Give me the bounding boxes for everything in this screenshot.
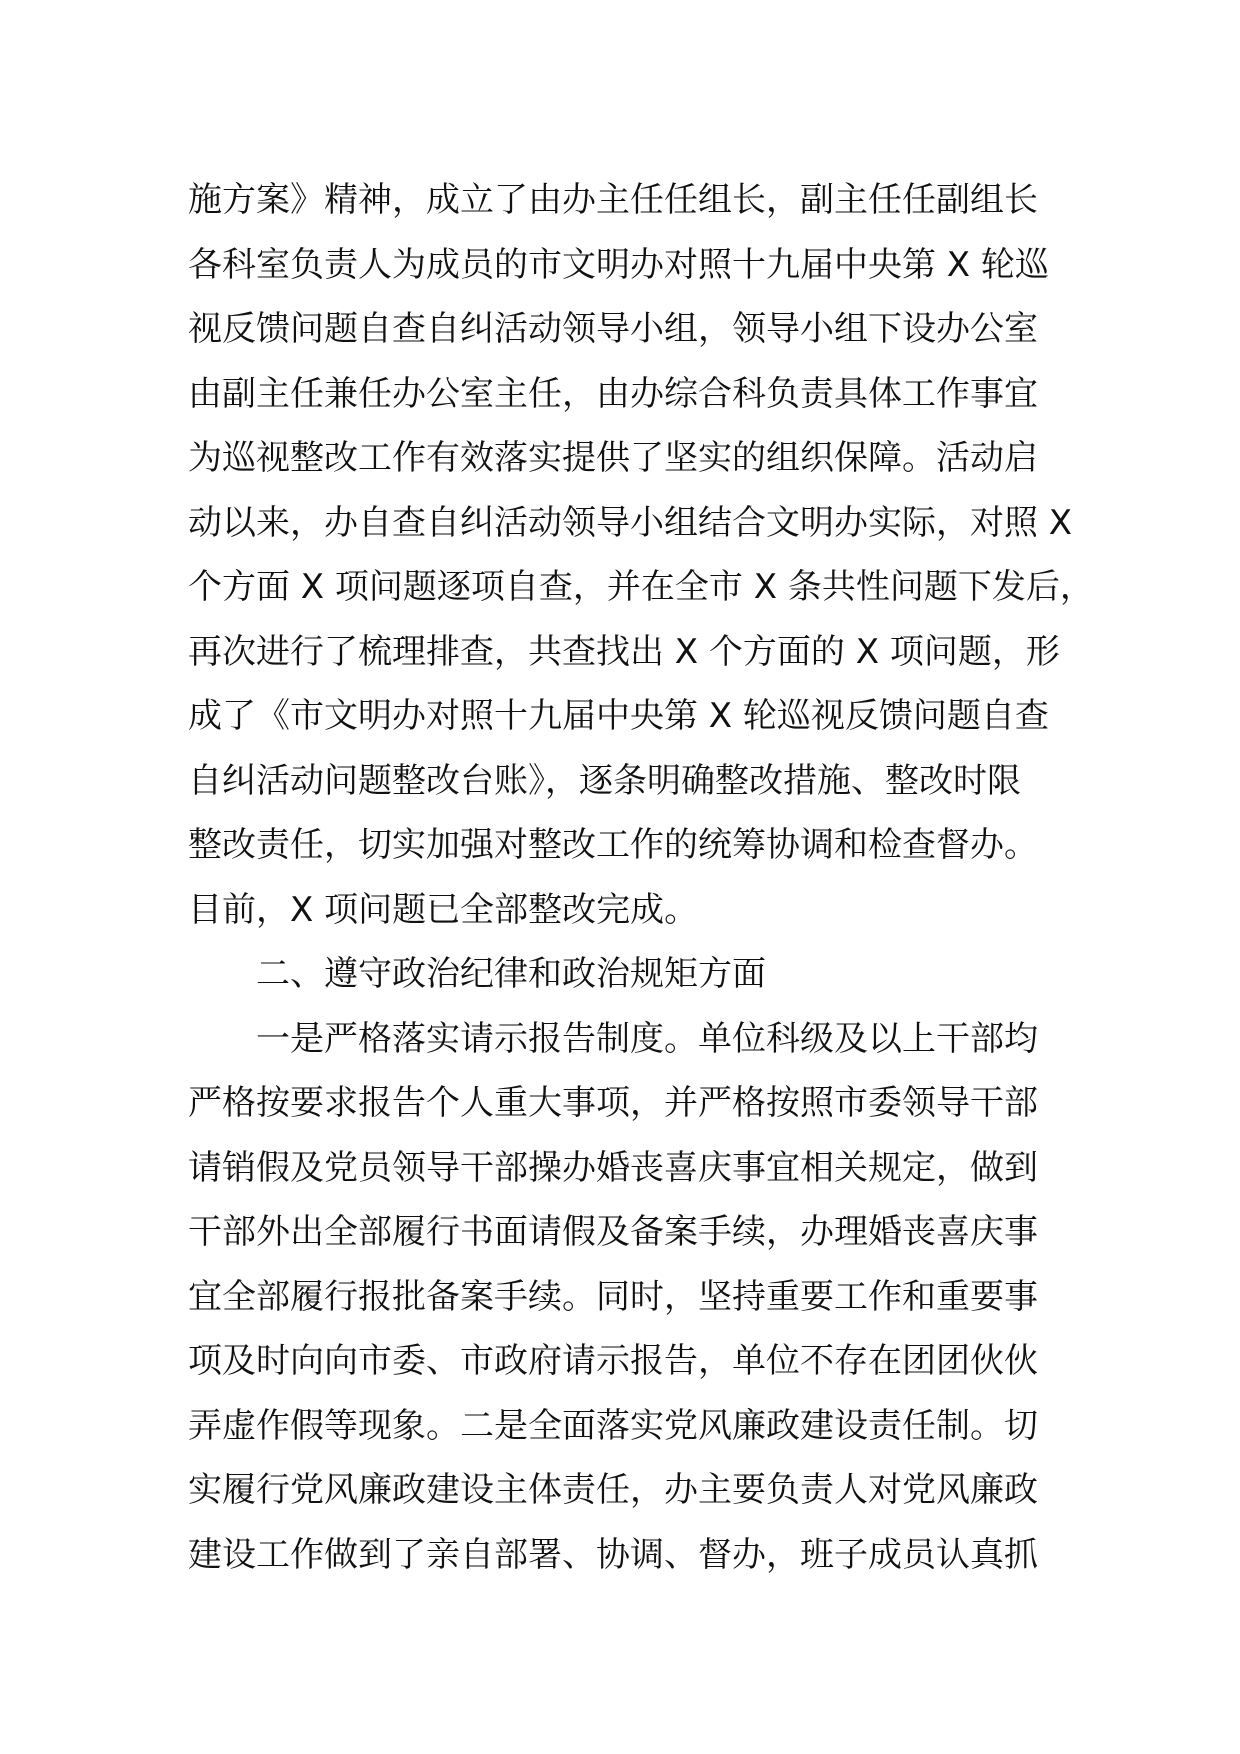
- text-line: 自纠活动问题整改台账》，逐条明确整改措施、整改时限: [188, 760, 1021, 801]
- text-line: 目前，X 项问题已全部整改完成。: [188, 889, 699, 930]
- text-line: 建设工作做到了亲自部署、协调、督办，班子成员认真抓: [188, 1534, 1038, 1575]
- text-line: 由副主任兼任办公室主任，由办综合科负责具体工作事宜: [188, 373, 1038, 414]
- text-line: 各科室负责人为成员的市文明办对照十九届中央第 X 轮巡: [188, 244, 1049, 285]
- text-line: 个方面 X 项问题逐项自查，并在全市 X 条共性问题下发后，: [188, 567, 1094, 607]
- text-line: 弄虚作假等现象。二是全面落实党风廉政建设责任制。切: [188, 1405, 1038, 1446]
- text-line: 成了《市文明办对照十九届中央第 X 轮巡视反馈问题自查: [188, 696, 1049, 736]
- text-line: 项及时向向市委、市政府请示报告，单位不存在团团伙伙: [188, 1341, 1038, 1381]
- document-body: [188, 168, 1094, 1587]
- text-line: 请销假及党员领导干部操办婚丧喜庆事宜相关规定，做到: [188, 1147, 1038, 1188]
- text-line: 施方案》精神，成立了由办主任任组长，副主任任副组长: [188, 180, 1038, 220]
- text-line: 实履行党风廉政建设主体责任，办主要负责人对党风廉政: [188, 1470, 1038, 1510]
- text-line: 动以来，办自查自纠活动领导小组结合文明办实际，对照 X: [188, 502, 1073, 543]
- text-line: 再次进行了梳理排查，共查找出 X 个方面的 X 项问题，形: [188, 631, 1060, 672]
- text-line: 为巡视整改工作有效落实提供了坚实的组织保障。活动启: [188, 438, 1038, 478]
- text-line: 严格按要求报告个人重大事项，并严格按照市委领导干部: [188, 1083, 1038, 1123]
- text-line: 宜全部履行报批备案手续。同时，坚持重要工作和重要事: [188, 1276, 1038, 1317]
- section-heading: 二、遵守政治纪律和政治规矩方面: [256, 954, 766, 994]
- text-line: 干部外出全部履行书面请假及备案手续，办理婚丧喜庆事: [188, 1212, 1038, 1252]
- paragraph-start-line: 一是严格落实请示报告制度。单位科级及以上干部均: [256, 1018, 1038, 1059]
- text-line: 视反馈问题自查自纠活动领导小组，领导小组下设办公室: [188, 309, 1038, 349]
- text-line: 整改责任，切实加强对整改工作的统筹协调和检查督办。: [188, 825, 1038, 865]
